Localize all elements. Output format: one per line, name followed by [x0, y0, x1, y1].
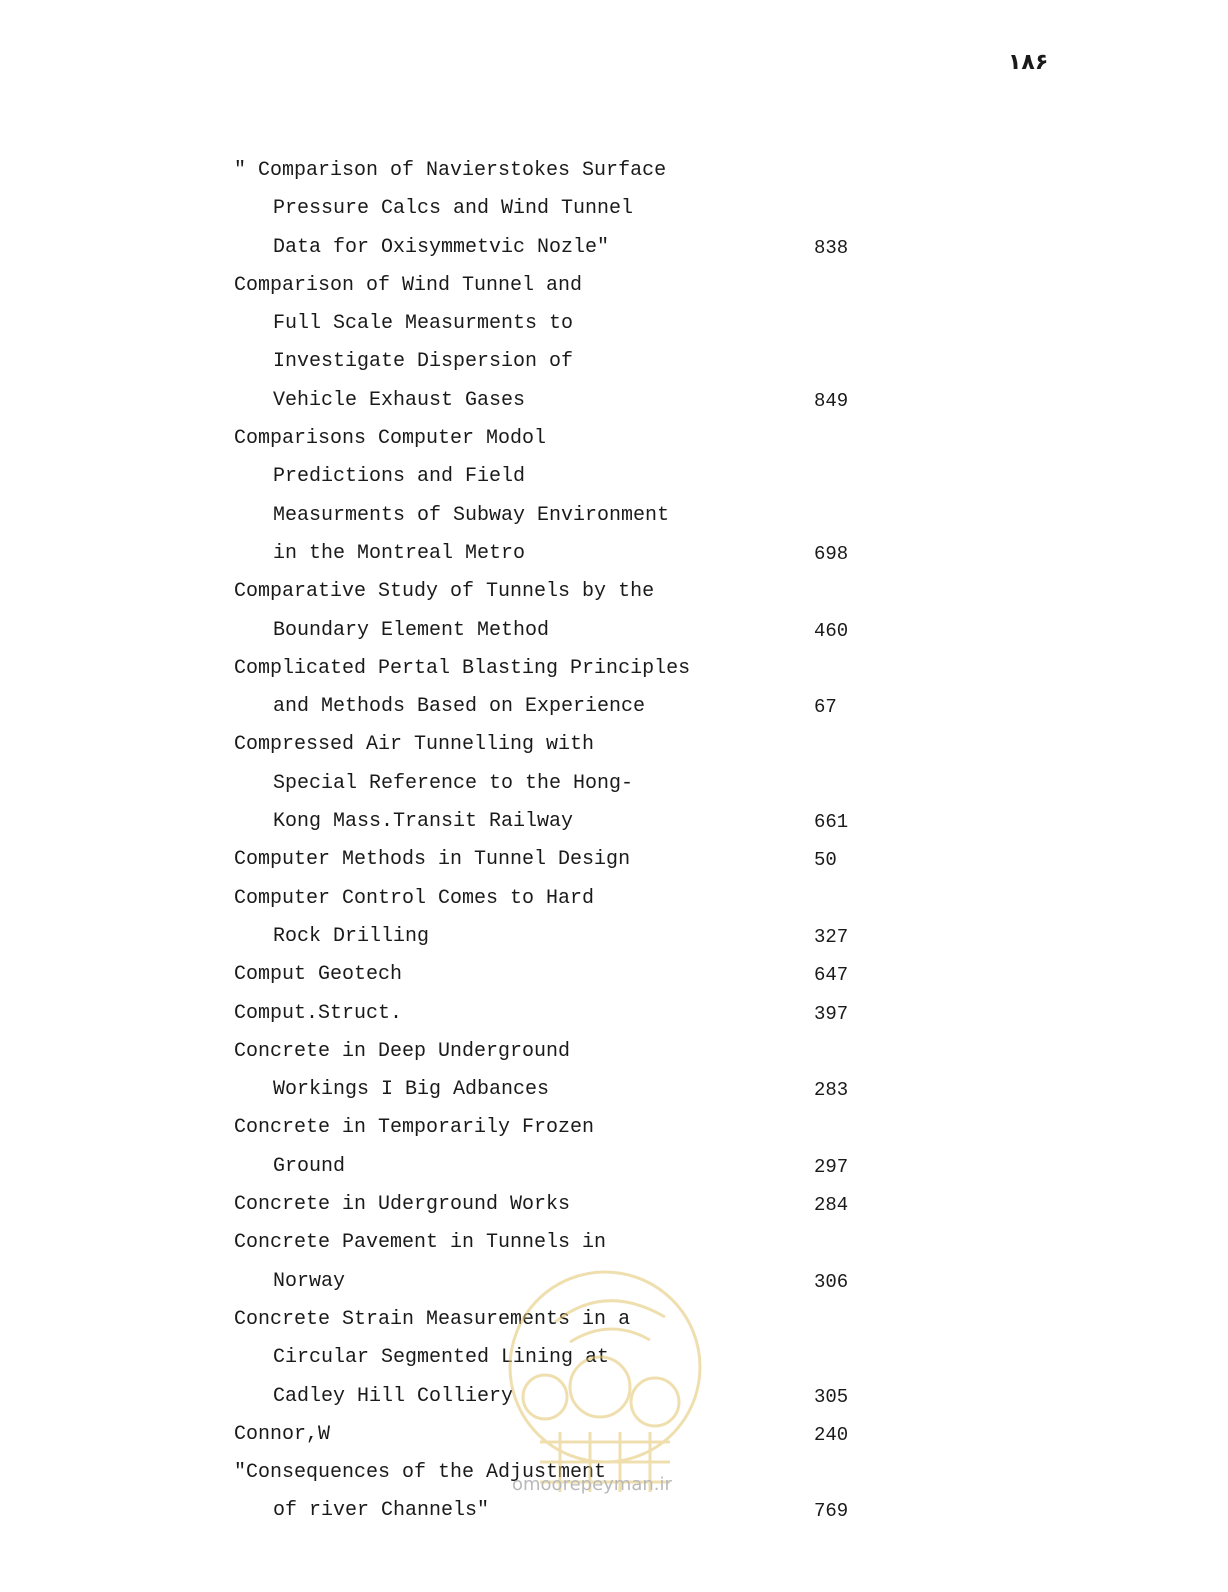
index-entry-line: [234, 921, 874, 959]
entry-title-text: Measurments of Subway Environment: [273, 503, 670, 527]
entry-page-number: 769: [814, 1500, 849, 1523]
entry-title-text: Comparisons Computer Modol: [234, 427, 547, 451]
index-entry-line: [234, 998, 874, 1036]
entry-title-text: Comparative Study of Tunnels by the: [234, 580, 655, 604]
entry-page-number: 460: [814, 619, 849, 642]
index-entry-line: [234, 615, 874, 653]
entry-page-number: 698: [814, 542, 849, 565]
index-entry-line: [234, 576, 874, 614]
entry-page-number: 50: [814, 849, 837, 872]
index-entry-line: [234, 461, 874, 499]
index-entry-line: [234, 423, 874, 461]
entry-title-text: Predictions and Field: [273, 465, 526, 489]
index-entry-line: [234, 1036, 874, 1074]
index-entry-line: [234, 232, 874, 270]
index-entry-line: [234, 346, 874, 384]
entry-title-text: " Comparison of Navierstokes Surface: [234, 159, 667, 182]
entry-title-text: Norway: [273, 1269, 346, 1293]
entry-title-text: Comput Geotech: [234, 963, 403, 987]
entry-page-number: 67: [814, 696, 837, 719]
entry-title-text: Concrete Strain Measurements in a: [234, 1307, 631, 1331]
entry-title-text: Comput.Struct.: [234, 1001, 403, 1025]
entry-title-text: Cadley Hill Colliery: [273, 1384, 514, 1408]
index-entry-line: [234, 883, 874, 921]
index-entry-line: [234, 538, 874, 576]
index-entry-line: [234, 1189, 874, 1227]
entry-page-number: 284: [814, 1194, 849, 1217]
index-entry-line: [234, 729, 874, 767]
entry-title-text: Special Reference to the Hong-: [273, 771, 634, 795]
index-entry-line: [234, 1227, 874, 1265]
index-entry-line: [234, 155, 874, 193]
entry-title-text: Kong Mass.Transit Railway: [273, 810, 574, 834]
entry-title-text: Compressed Air Tunnelling with: [234, 733, 595, 757]
entry-page-number: 838: [814, 236, 849, 259]
entry-page-number: 849: [814, 389, 849, 412]
entry-title-text: Circular Segmented Lining at: [273, 1346, 610, 1370]
entry-page-number: 297: [814, 1155, 849, 1178]
index-entry-line: [234, 959, 874, 997]
entry-title-text: Ground: [273, 1154, 346, 1178]
index-entry-line: [234, 806, 874, 844]
entry-title-text: Computer Control Comes to Hard: [234, 886, 595, 910]
index-entry-line: [234, 270, 874, 308]
entry-title-text: Workings I Big Adbances: [273, 1078, 550, 1102]
entry-page-number: 283: [814, 1079, 849, 1102]
entry-title-text: Pressure Calcs and Wind Tunnel: [273, 197, 634, 221]
entry-title-text: Computer Methods in Tunnel Design: [234, 848, 631, 872]
entry-page-number: 240: [814, 1423, 849, 1446]
entry-title-text: Vehicle Exhaust Gases: [273, 388, 526, 412]
entry-title-text: Connor,W: [234, 1422, 331, 1446]
entry-page-number: 306: [814, 1270, 849, 1293]
entry-title-text: Concrete in Temporarily Frozen: [234, 1116, 595, 1140]
entry-title-text: Concrete Pavement in Tunnels in: [234, 1231, 607, 1255]
entry-title-text: Concrete in Uderground Works: [234, 1193, 571, 1217]
entry-title-text: Boundary Element Method: [273, 618, 550, 642]
entry-page-number: 327: [814, 925, 849, 948]
omoorepeyman-seal-logo: [500, 1262, 710, 1502]
index-entry-line: [234, 385, 874, 423]
entry-title-text: Complicated Pertal Blasting Principles: [234, 656, 691, 680]
entry-title-text: of river Channels": [273, 1499, 490, 1523]
entry-title-text: Comparison of Wind Tunnel and: [234, 273, 583, 297]
index-entry-line: [234, 1074, 874, 1112]
index-entry-line: [234, 1151, 874, 1189]
index-entry-line: [234, 691, 874, 729]
entry-page-number: 305: [814, 1385, 849, 1408]
entry-title-text: Data for Oxisymmetvic Nozle": [273, 235, 610, 259]
entry-page-number: 397: [814, 1002, 849, 1025]
index-entry-line: [234, 768, 874, 806]
entry-title-text: Full Scale Measurments to: [273, 312, 574, 336]
entry-page-number: 647: [814, 964, 849, 987]
page-number: ۱۸۶: [1008, 50, 1049, 75]
entry-title-text: Concrete in Deep Underground: [234, 1039, 571, 1063]
index-entry-line: [234, 653, 874, 691]
entry-title-text: in the Montreal Metro: [273, 541, 526, 565]
entry-page-number: 661: [814, 811, 849, 834]
index-entry-line: [234, 308, 874, 346]
index-entry-line: [234, 844, 874, 882]
index-entry-line: [234, 500, 874, 538]
index-entry-line: [234, 1112, 874, 1150]
entry-title-text: Investigate Dispersion of: [273, 350, 574, 374]
watermark-text: omoorepeyman.ir: [512, 1474, 672, 1495]
entry-title-text: Rock Drilling: [273, 924, 430, 948]
index-entry-line: [234, 193, 874, 231]
entry-title-text: "Consequences of the Adjustment: [234, 1461, 607, 1485]
entry-title-text: and Methods Based on Experience: [273, 695, 646, 719]
